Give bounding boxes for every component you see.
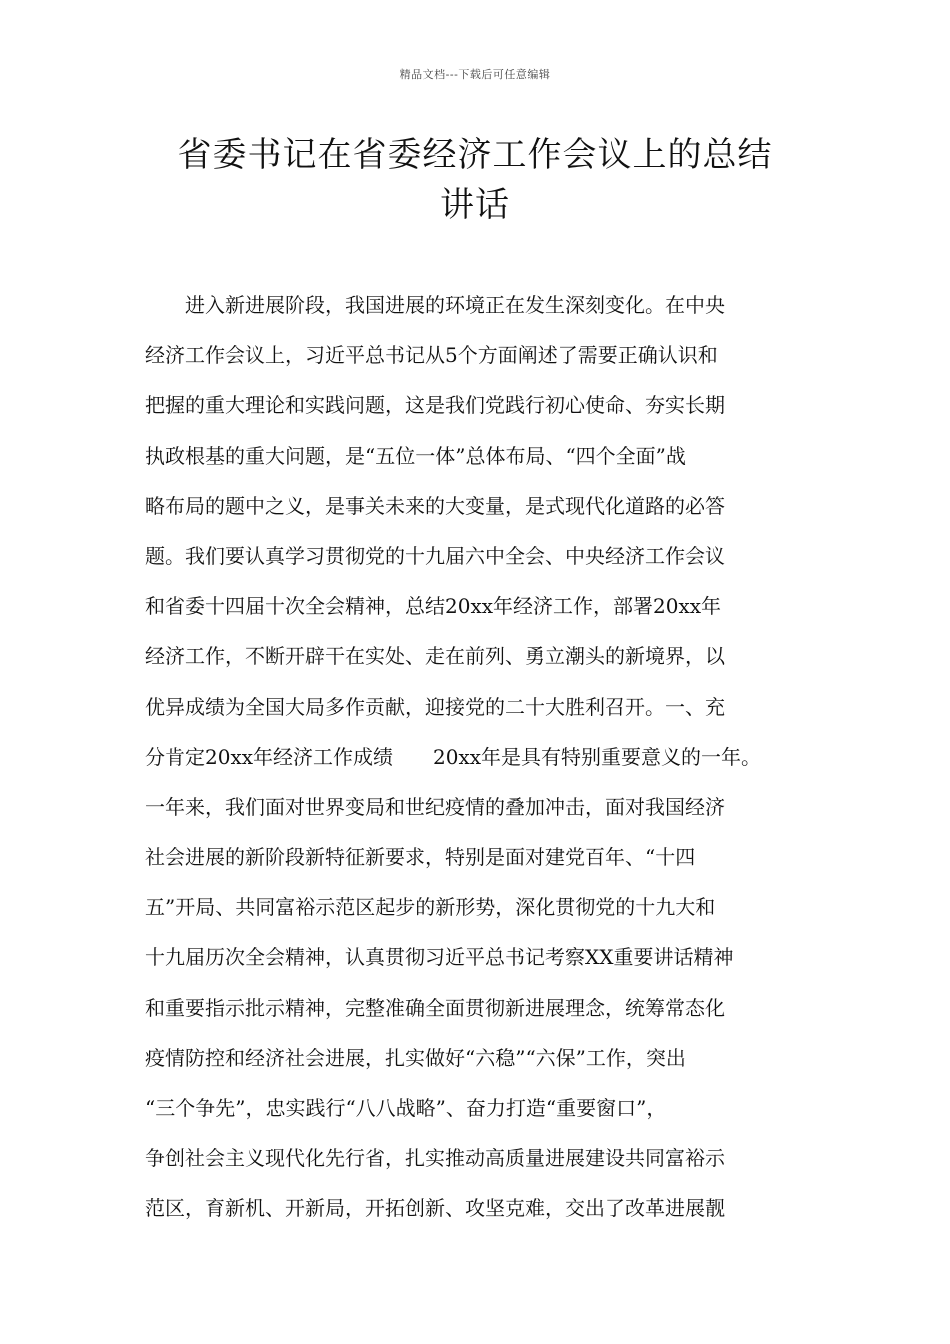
header-note: 精品文档---下载后可任意编辑 — [399, 68, 551, 81]
body-line: 分肯定20xx年经济工作成绩 20xx年是具有特别重要意义的一年。 — [145, 744, 762, 769]
body-line: 一年来，我们面对世界变局和世纪疫情的叠加冲击，面对我国经济 — [145, 794, 725, 819]
body-line: 经济工作会议上，习近平总书记从5个方面阐述了需要正确认识和 — [145, 343, 718, 368]
body-line: 优异成绩为全国大局多作贡献，迎接党的二十大胜利召开。一、充 — [145, 694, 725, 719]
title-line: 省委书记在省委经济工作会议上的总结 — [177, 135, 773, 175]
body-line: 和重要指示批示精神，完整准确全面贯彻新进展理念，统筹常态化 — [145, 995, 725, 1020]
body-line: 把握的重大理论和实践问题，这是我们党践行初心使命、夯实长期 — [145, 393, 725, 418]
document-body — [145, 280, 810, 1234]
body-line: 范区，育新机、开新局，开拓创新、攻坚克难，交出了改革进展靓 — [145, 1196, 725, 1221]
body-line: 略布局的题中之义，是事关未来的大变量，是式现代化道路的必答 — [145, 493, 725, 518]
title-line: 讲话 — [440, 185, 510, 225]
body-line: 五”开局、共同富裕示范区起步的新形势，深化贯彻党的十九大和 — [145, 895, 716, 920]
body-line: 社会进展的新阶段新特征新要求，特别是面对建党百年、“十四 — [145, 845, 696, 870]
body-line: 进入新进展阶段，我国进展的环境正在发生深刻变化。在中央 — [145, 293, 725, 317]
body-line: 和省委十四届十次全会精神，总结20xx年经济工作，部署20xx年 — [145, 594, 722, 619]
body-line: 疫情防控和经济社会进展，扎实做好“六稳”“六保”工作，突出 — [145, 1045, 686, 1070]
body-line: “三个争先”，忠实践行“八八战略”、奋力打造“重要窗口”， — [145, 1096, 667, 1120]
document-title — [130, 130, 820, 230]
body-line: 经济工作，不断开辟干在实处、走在前列、勇立潮头的新境界，以 — [145, 644, 725, 669]
body-line: 执政根基的重大问题，是“五位一体”总体布局、“四个全面”战 — [145, 443, 686, 468]
body-line: 争创社会主义现代化先行省，扎实推动高质量进展建设共同富裕示 — [145, 1146, 725, 1171]
body-line: 题。我们要认真学习贯彻党的十九届六中全会、中央经济工作会议 — [145, 543, 725, 568]
body-line: 十九届历次全会精神，认真贯彻习近平总书记考察XX重要讲话精神 — [145, 945, 734, 970]
